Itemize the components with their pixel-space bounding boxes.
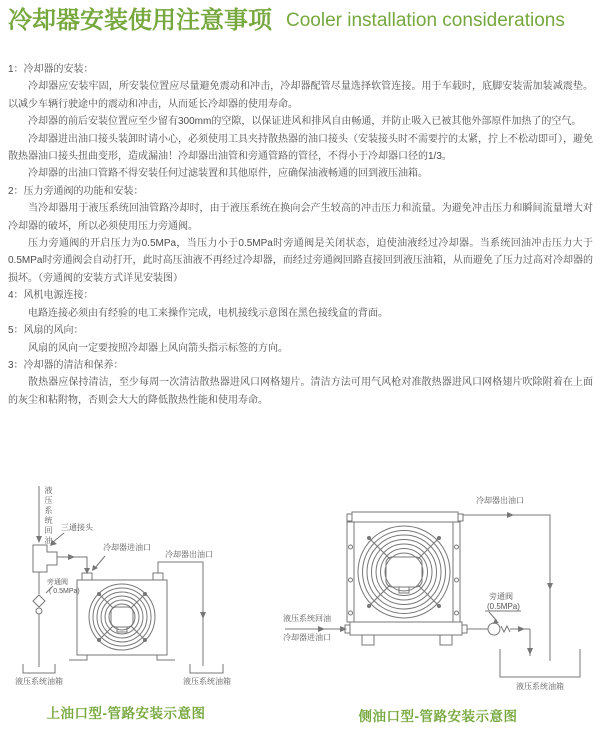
fan-icon — [358, 526, 450, 618]
cooler-outlet-label: 冷却器出油口 — [476, 496, 524, 505]
diagram-caption-top-port: 上油口型-管路安装示意图 — [46, 706, 206, 721]
bypass-valve-label: 旁通阀 — [47, 579, 68, 586]
bypass-valve-label: 旁通阀 — [489, 592, 513, 601]
page-title: 冷却器安装使用注意事项 — [8, 7, 272, 34]
cooler-foot — [157, 655, 175, 660]
oil-tank-icon — [500, 649, 580, 677]
body-paragraph: 当冷却器用于液压系统回油管路冷却时，由于液压系统在换向会产生较高的冲击压力和流量。为避免冲击压力和瞬间流量增大对冷却器的破坏，所以必须使用压力旁通阀。 — [8, 203, 593, 232]
diagram-top-port-type — [8, 480, 280, 738]
cooler-inlet-label: 冷却器进油口 — [103, 543, 151, 552]
diagram-caption-side-port: 侧油口型-管路安装示意图 — [358, 709, 518, 724]
diagram-side-port-type — [282, 480, 594, 738]
cooler-foot — [440, 635, 452, 645]
tank-label: 液压系统油箱 — [516, 682, 564, 691]
body-text — [8, 61, 593, 409]
tee-label: 三通接头 — [61, 523, 93, 532]
return-oil-label: 液压系统回油 — [283, 614, 331, 623]
body-paragraph: 电路连接必须由有经验的电工来操作完成，电机接线示意图在黑色接线盒的背面。 — [28, 307, 388, 319]
tank-label-left: 液压系统油箱 — [15, 677, 63, 686]
body-paragraph: 风扇的风向一定要按照冷却器上风向箭头指示标签的方向。 — [28, 342, 288, 354]
body-paragraph: 冷却器进出油口接头装卸时请小心，必须使用工具夹持散热器的油口接头（安装接头时不需要拧的太紧，拧上不松动即可），避免散热器油口接头扭曲变形，造成漏油！冷却器出油管和旁通管路的管径，不得小于冷却器口径的1/3。 — [8, 133, 593, 163]
bypass-pressure-label: (0.5MPa) — [487, 602, 520, 611]
section-heading: 5：风扇的风向： — [8, 325, 84, 337]
bypass-valve-icon — [33, 595, 45, 607]
page-subtitle-en: Cooler installation considerations — [286, 10, 565, 31]
section-heading: 1：冷却器的安装： — [8, 64, 94, 75]
tee-fitting-icon — [33, 545, 57, 572]
cooler-foot — [362, 635, 374, 645]
body-paragraph: 冷却器的前后安装位置应至少留有300mm的空隙，以保证进风和排风自由畅通，并防止吸入已被其他外部原件加热了的空气。 — [28, 116, 582, 128]
section-heading: 3：冷却器的清洁和保养： — [8, 359, 124, 371]
page-header — [8, 6, 596, 36]
oil-tank-icon — [190, 664, 223, 673]
cooler-body — [347, 522, 460, 622]
section-heading: 4：风机电源连接： — [8, 290, 94, 302]
cooler-body — [77, 580, 167, 655]
return-oil-label: 液压系统回油 — [44, 486, 53, 546]
tank-label-right: 液压系统油箱 — [183, 677, 231, 686]
bypass-valve-icon — [488, 623, 500, 635]
body-paragraph: 散热器应保持清洁，至少每周一次清洁散热器进风口网格翅片。清洁方法可用气风枪对准散热器进风口网格翅片吹除附着在上面的灰尘和粘附物，否则会大大的降低散热性能和使用寿命。 — [8, 377, 593, 406]
side-port-schematic-drawing — [282, 480, 594, 738]
body-paragraph: 压力旁通阀的开启压力为0.5MPa，当压力小于0.5MPa时旁通阀是关闭状态，迫使油液经过冷却器。当系统回油冲击压力大于0.5MPa时旁通阀会自动打开，此时高压油液不再经过冷却器，而经过旁通阀回路直接回到液压油箱，从而避免了压力过高对冷却器的损坏。（旁通阀的安装方式详见安装图） — [8, 238, 593, 284]
bypass-pressure-label: ( 0.5MPa) — [49, 588, 80, 595]
body-paragraph: 冷却器的出油口管路不得安装任何过滤装置和其他原件，应确保油液畅通的回到液压油箱。 — [28, 168, 428, 180]
cooler-outlet-label: 冷却器出油口 — [165, 550, 213, 559]
section-heading: 2：压力旁通阀的功能和安装： — [8, 185, 144, 197]
cooler-inlet-label: 冷却器进油口 — [283, 633, 331, 642]
cooler-foot — [69, 655, 87, 660]
body-paragraph: 冷却器应安装牢固，所安装位置应尽量避免震动和冲击，冷却器配管尽量选择软管连接。用于车载时，底脚安装需加装减震垫。以减少车辆行驶途中的震动和冲击，从而延长冷却器的使用寿命。 — [8, 81, 593, 110]
